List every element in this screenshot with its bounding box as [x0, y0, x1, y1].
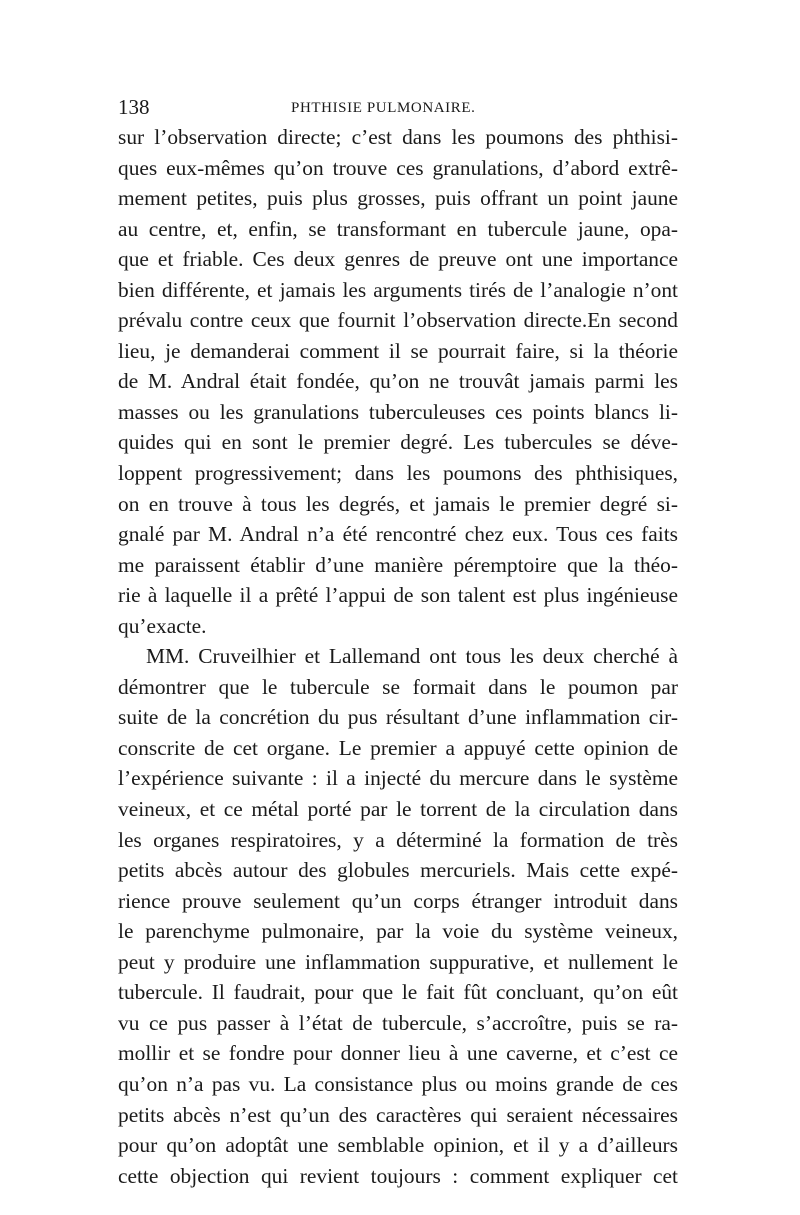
text-line: vu ce pus passer à l’état de tubercule, s’accroître, puis se ra- [118, 1010, 678, 1035]
paragraph-end-line: qu’exacte. [118, 613, 207, 638]
text-line: peut y produire une inflammation suppurative, et nullement le [118, 949, 678, 974]
text-line: petits abcès n’est qu’un des caractères qui seraient nécessaires [118, 1102, 678, 1127]
text-line: démontrer que le tubercule se formait dans le poumon par [118, 674, 678, 699]
text-line: mollir et se fondre pour donner lieu à une caverne, et c’est ce [118, 1041, 678, 1066]
text-line: on en trouve à tous les degrés, et jamais le premier degré si- [118, 491, 678, 516]
text-line: ques eux-mêmes qu’on trouve ces granulations, d’abord extrê- [118, 155, 678, 180]
text-line: que et friable. Ces deux genres de preuve ont une importance [118, 247, 678, 272]
text-line: qu’on n’a pas vu. La consistance plus ou moins grande de ces [118, 1071, 678, 1096]
text-line: l’expérience suivante : il a injecté du mercure dans le système [118, 766, 678, 791]
text-line: cette objection qui revient toujours : comment expliquer cet [118, 1163, 678, 1188]
text-line: quides qui en sont le premier degré. Les tubercules se déve- [118, 430, 678, 455]
text-line: masses ou les granulations tuberculeuses ces points blancs li- [118, 399, 678, 424]
text-line: conscrite de cet organe. Le premier a appuyé cette opinion de [118, 735, 678, 760]
text-line: prévalu contre ceux que fournit l’observation directe.En second [118, 308, 678, 333]
text-line: gnalé par M. Andral n’a été rencontré chez eux. Tous ces faits [118, 522, 678, 547]
text-line: veineux, et ce métal porté par le torrent de la circulation dans [118, 797, 678, 822]
text-line: loppent progressivement; dans les poumons des phthisiques, [118, 461, 678, 486]
text-line: rie à laquelle il a prêté l’appui de son talent est plus ingénieuse [118, 583, 678, 608]
text-line: les organes respiratoires, y a déterminé la formation de très [118, 827, 678, 852]
text-line: de M. Andral était fondée, qu’on ne trouvât jamais parmi les [118, 369, 678, 394]
page-number: 138 [118, 95, 150, 119]
text-line: pour qu’on adoptât une semblable opinion, et il y a d’ailleurs [118, 1133, 678, 1158]
text-line: tubercule. Il faudrait, pour que le fait fût concluant, qu’on eût [118, 980, 678, 1005]
text-line: bien différente, et jamais les arguments tirés de l’analogie n’ont [118, 277, 678, 302]
text-line: mement petites, puis plus grosses, puis offrant un point jaune [118, 186, 678, 211]
running-title: PHTHISIE PULMONAIRE. [291, 100, 476, 116]
text-line: sur l’observation directe; c’est dans les poumons des phthisi- [118, 125, 678, 149]
text-line: rience prouve seulement qu’un corps étranger introduit dans [118, 888, 678, 913]
text-line: suite de la concrétion du pus résultant d’une inflammation cir- [118, 705, 678, 730]
paragraph-start-line: MM. Cruveilhier et Lallemand ont tous les deux cherché à [146, 644, 678, 669]
text-line: lieu, je demanderai comment il se pourrait faire, si la théorie [118, 338, 678, 363]
body-text [118, 122, 678, 1191]
text-line: petits abcès autour des globules mercuriels. Mais cette expé- [118, 858, 678, 883]
text-line: le parenchyme pulmonaire, par la voie du système veineux, [118, 919, 678, 944]
text-line: au centre, et, enfin, se transformant en tubercule jaune, opa- [118, 216, 678, 241]
text-line: me paraissent établir d’une manière péremptoire que la théo- [118, 552, 678, 577]
page-header [118, 92, 678, 122]
